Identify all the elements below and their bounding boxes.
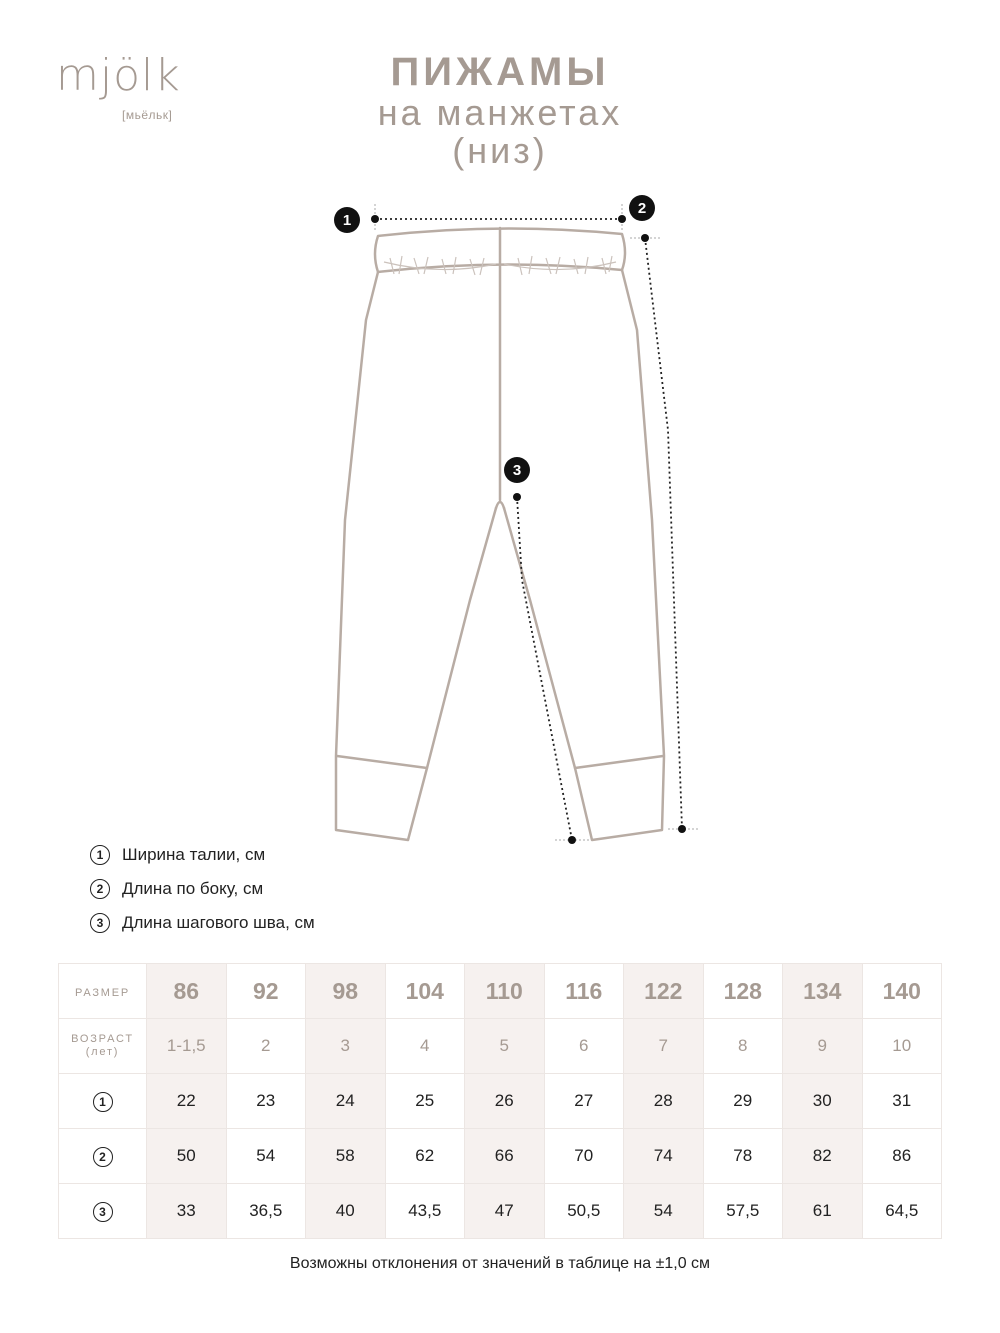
size-cell: 104 xyxy=(385,964,465,1019)
legend-text: Длина по боку, см xyxy=(122,879,264,898)
value-cell: 36,5 xyxy=(226,1184,306,1239)
size-cell: 110 xyxy=(465,964,545,1019)
size-row xyxy=(59,964,942,1019)
waist-endpoint-left xyxy=(371,215,379,223)
value-cell: 50,5 xyxy=(544,1184,624,1239)
value-cell: 62 xyxy=(385,1129,465,1184)
legend-item xyxy=(90,872,315,906)
measure-row-inseam xyxy=(59,1184,942,1239)
inseam-length-line xyxy=(517,497,572,840)
right-cuff-seam xyxy=(575,756,663,768)
age-label: ВОЗРАСТ xyxy=(71,1033,134,1045)
size-cell: 128 xyxy=(703,964,783,1019)
value-cell: 31 xyxy=(862,1074,942,1129)
age-cell: 5 xyxy=(465,1019,545,1074)
size-cell: 122 xyxy=(624,964,704,1019)
marker-2-label: 2 xyxy=(637,200,647,217)
value-cell: 57,5 xyxy=(703,1184,783,1239)
inseam-endpoint-top xyxy=(513,493,521,501)
row-number-cell xyxy=(59,1184,147,1239)
age-cell: 8 xyxy=(703,1019,783,1074)
marker-1-label: 1 xyxy=(342,212,352,229)
size-cell: 92 xyxy=(226,964,306,1019)
value-cell: 78 xyxy=(703,1129,783,1184)
age-cell: 3 xyxy=(306,1019,386,1074)
title-main: ПИЖАМЫ xyxy=(390,50,610,94)
age-row-label xyxy=(59,1019,147,1074)
value-cell: 28 xyxy=(624,1074,704,1129)
measurement-legend xyxy=(90,838,315,940)
row-number-cell xyxy=(59,1074,147,1129)
value-cell: 47 xyxy=(465,1184,545,1239)
age-cell: 7 xyxy=(624,1019,704,1074)
right-leg-outline xyxy=(504,270,664,840)
value-cell: 86 xyxy=(862,1129,942,1184)
size-cell: 116 xyxy=(544,964,624,1019)
age-cell: 6 xyxy=(544,1019,624,1074)
crotch-curve xyxy=(496,502,504,508)
value-cell: 61 xyxy=(783,1184,863,1239)
legend-number: 1 xyxy=(90,845,110,865)
value-cell: 58 xyxy=(306,1129,386,1184)
value-cell: 74 xyxy=(624,1129,704,1184)
size-cell: 98 xyxy=(306,964,386,1019)
age-cell: 1-1,5 xyxy=(147,1019,227,1074)
age-row xyxy=(59,1019,942,1074)
value-cell: 50 xyxy=(147,1129,227,1184)
value-cell: 43,5 xyxy=(385,1184,465,1239)
value-cell: 54 xyxy=(624,1184,704,1239)
size-cell: 86 xyxy=(147,964,227,1019)
value-cell: 29 xyxy=(703,1074,783,1129)
row-number: 3 xyxy=(93,1202,113,1222)
value-cell: 26 xyxy=(465,1074,545,1129)
size-cell: 134 xyxy=(783,964,863,1019)
age-unit: (лет) xyxy=(85,1046,120,1058)
size-row-label: РАЗМЕР xyxy=(59,964,147,1019)
legend-number: 3 xyxy=(90,913,110,933)
value-cell: 66 xyxy=(465,1129,545,1184)
size-table xyxy=(58,963,942,1239)
value-cell: 70 xyxy=(544,1129,624,1184)
waist-endpoint-right xyxy=(618,215,626,223)
inseam-endpoint-bottom xyxy=(568,836,576,844)
title-line-3: (низ) xyxy=(452,130,548,171)
legend-item xyxy=(90,838,315,872)
value-cell: 64,5 xyxy=(862,1184,942,1239)
age-cell: 4 xyxy=(385,1019,465,1074)
value-cell: 27 xyxy=(544,1074,624,1129)
value-cell: 54 xyxy=(226,1129,306,1184)
legend-text: Длина шагового шва, см xyxy=(122,913,315,932)
value-cell: 24 xyxy=(306,1074,386,1129)
legend-item xyxy=(90,906,315,940)
row-number: 2 xyxy=(93,1147,113,1167)
value-cell: 23 xyxy=(226,1074,306,1129)
legend-number: 2 xyxy=(90,879,110,899)
value-cell: 22 xyxy=(147,1074,227,1129)
left-leg-outline xyxy=(336,272,496,840)
measure-row-side xyxy=(59,1129,942,1184)
marker-3-label: 3 xyxy=(512,462,522,479)
measurement-lines xyxy=(375,219,682,840)
logo-word: mjölk xyxy=(56,50,181,101)
size-cell: 140 xyxy=(862,964,942,1019)
age-cell: 10 xyxy=(862,1019,942,1074)
value-cell: 82 xyxy=(783,1129,863,1184)
value-cell: 25 xyxy=(385,1074,465,1129)
row-number-cell xyxy=(59,1129,147,1184)
value-cell: 33 xyxy=(147,1184,227,1239)
title-line-2: на манжетах xyxy=(377,92,623,133)
left-cuff-seam xyxy=(337,756,427,768)
value-cell: 30 xyxy=(783,1074,863,1129)
age-cell: 2 xyxy=(226,1019,306,1074)
logo-transcription: [мьёльк] xyxy=(122,108,173,122)
side-endpoint-bottom xyxy=(678,825,686,833)
legend-text: Ширина талии, см xyxy=(122,845,266,864)
age-cell: 9 xyxy=(783,1019,863,1074)
measure-row-waist xyxy=(59,1074,942,1129)
row-number: 1 xyxy=(93,1092,113,1112)
side-endpoint-top xyxy=(641,234,649,242)
tolerance-note: Возможны отклонения от значений в таблице на ±1,0 см xyxy=(289,1255,711,1272)
value-cell: 40 xyxy=(306,1184,386,1239)
